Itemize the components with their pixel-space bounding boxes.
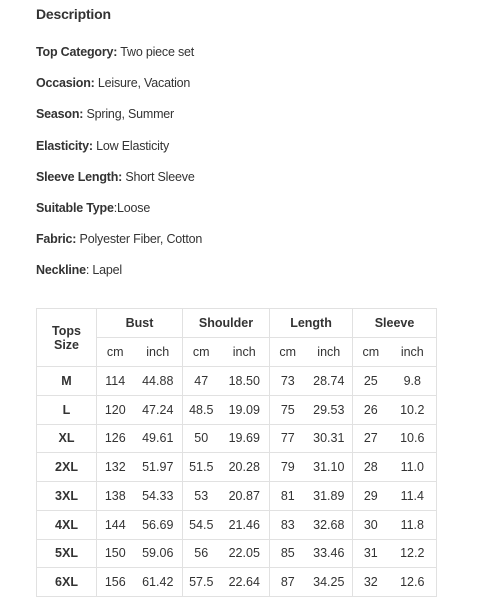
table-cell: 47 xyxy=(183,367,220,396)
table-cell: 81 xyxy=(270,482,306,511)
attribute-key: Neckline xyxy=(36,263,86,277)
table-cell: 87 xyxy=(270,568,306,597)
size-label: 6XL xyxy=(37,568,97,597)
table-cell: 30.31 xyxy=(306,424,353,453)
table-cell: 51.5 xyxy=(183,453,220,482)
table-cell: 144 xyxy=(97,510,134,539)
table-cell: 44.88 xyxy=(134,367,183,396)
unit-inch: inch xyxy=(134,338,183,367)
attribute-value: Low Elasticity xyxy=(92,139,170,153)
table-cell: 75 xyxy=(270,395,306,424)
table-cell: 10.2 xyxy=(389,395,437,424)
table-cell: 20.28 xyxy=(220,453,270,482)
attribute-value: Polyester Fiber, Cotton xyxy=(76,232,203,246)
attribute-value: Leisure, Vacation xyxy=(94,76,191,90)
size-header-line-2: Size xyxy=(53,337,79,352)
table-cell: 73 xyxy=(270,367,306,396)
attribute-key: Elasticity: xyxy=(36,139,93,153)
size-label: M xyxy=(37,367,97,396)
table-row xyxy=(37,482,437,511)
table-row xyxy=(37,367,437,396)
table-cell: 79 xyxy=(270,453,306,482)
size-label: 5XL xyxy=(37,539,97,568)
attribute-value: :Loose xyxy=(113,201,151,215)
table-cell: 12.2 xyxy=(389,539,437,568)
table-cell: 56.69 xyxy=(134,510,183,539)
table-cell: 11.8 xyxy=(389,510,437,539)
table-cell: 20.87 xyxy=(220,482,270,511)
attribute-key: Suitable Type xyxy=(36,201,114,215)
table-cell: 31 xyxy=(353,539,389,568)
table-row xyxy=(37,424,437,453)
table-cell: 48.5 xyxy=(183,395,220,424)
table-cell: 150 xyxy=(97,539,134,568)
table-cell: 19.09 xyxy=(220,395,270,424)
unit-cm: cm xyxy=(183,338,220,367)
table-cell: 32.68 xyxy=(306,510,353,539)
table-cell: 50 xyxy=(183,424,220,453)
table-cell: 53 xyxy=(183,482,220,511)
table-cell: 25 xyxy=(353,367,389,396)
table-cell: 61.42 xyxy=(134,568,183,597)
attribute-suitable-type xyxy=(36,201,150,215)
size-label: 2XL xyxy=(37,453,97,482)
table-cell: 12.6 xyxy=(389,568,437,597)
table-row xyxy=(37,395,437,424)
attribute-sleeve-length xyxy=(36,170,195,184)
table-cell: 31.89 xyxy=(306,482,353,511)
table-cell: 21.46 xyxy=(220,510,270,539)
attribute-season xyxy=(36,107,174,121)
table-cell: 47.24 xyxy=(134,395,183,424)
unit-cm: cm xyxy=(97,338,134,367)
table-cell: 138 xyxy=(97,482,134,511)
attribute-value: Two piece set xyxy=(117,45,195,59)
table-cell: 19.69 xyxy=(220,424,270,453)
table-cell: 120 xyxy=(97,395,134,424)
table-cell: 33.46 xyxy=(306,539,353,568)
table-cell: 54.33 xyxy=(134,482,183,511)
attribute-key: Occasion: xyxy=(36,76,95,90)
size-chart-table xyxy=(36,308,437,597)
header-row-groups xyxy=(37,309,437,338)
size-rows xyxy=(37,367,437,597)
table-cell: 83 xyxy=(270,510,306,539)
attribute-value: Spring, Summer xyxy=(83,107,175,121)
table-cell: 11.0 xyxy=(389,453,437,482)
table-cell: 85 xyxy=(270,539,306,568)
table-cell: 32 xyxy=(353,568,389,597)
table-cell: 156 xyxy=(97,568,134,597)
group-header-length: Length xyxy=(270,309,353,338)
attribute-top-category xyxy=(36,45,194,59)
description-title: Description xyxy=(36,6,111,22)
attribute-occasion xyxy=(36,76,190,90)
attribute-value: Short Sleeve xyxy=(122,170,195,184)
table-row xyxy=(37,510,437,539)
unit-inch: inch xyxy=(306,338,353,367)
unit-inch: inch xyxy=(220,338,270,367)
size-label: XL xyxy=(37,424,97,453)
table-cell: 114 xyxy=(97,367,134,396)
group-header-shoulder: Shoulder xyxy=(183,309,270,338)
table-cell: 28 xyxy=(353,453,389,482)
size-label: 4XL xyxy=(37,510,97,539)
table-cell: 30 xyxy=(353,510,389,539)
table-cell: 11.4 xyxy=(389,482,437,511)
table-row xyxy=(37,539,437,568)
table-cell: 51.97 xyxy=(134,453,183,482)
attribute-key: Season: xyxy=(36,107,84,121)
attribute-key: Sleeve Length: xyxy=(36,170,123,184)
table-cell: 29.53 xyxy=(306,395,353,424)
table-cell: 34.25 xyxy=(306,568,353,597)
table-row xyxy=(37,453,437,482)
table-cell: 28.74 xyxy=(306,367,353,396)
table-cell: 18.50 xyxy=(220,367,270,396)
table-cell: 26 xyxy=(353,395,389,424)
table-cell: 27 xyxy=(353,424,389,453)
size-column-header xyxy=(37,309,97,367)
size-label: 3XL xyxy=(37,482,97,511)
header-row-units xyxy=(37,338,437,367)
attribute-elasticity xyxy=(36,139,169,153)
table-cell: 54.5 xyxy=(183,510,220,539)
table-cell: 126 xyxy=(97,424,134,453)
table-cell: 57.5 xyxy=(183,568,220,597)
table-cell: 77 xyxy=(270,424,306,453)
size-header-line-1: Tops xyxy=(52,323,81,338)
attribute-key: Fabric: xyxy=(36,232,77,246)
attribute-fabric xyxy=(36,232,202,246)
attribute-value: : Lapel xyxy=(85,263,122,277)
table-cell: 56 xyxy=(183,539,220,568)
group-header-sleeve: Sleeve xyxy=(353,309,437,338)
table-cell: 49.61 xyxy=(134,424,183,453)
table-cell: 132 xyxy=(97,453,134,482)
table-cell: 9.8 xyxy=(389,367,437,396)
table-cell: 22.05 xyxy=(220,539,270,568)
group-header-bust: Bust xyxy=(97,309,183,338)
attribute-key: Top Category: xyxy=(36,45,118,59)
unit-inch: inch xyxy=(389,338,437,367)
size-label: L xyxy=(37,395,97,424)
table-row xyxy=(37,568,437,597)
unit-cm: cm xyxy=(353,338,389,367)
table-cell: 31.10 xyxy=(306,453,353,482)
unit-cm: cm xyxy=(270,338,306,367)
table-cell: 10.6 xyxy=(389,424,437,453)
table-cell: 29 xyxy=(353,482,389,511)
attribute-neckline xyxy=(36,263,122,277)
table-cell: 59.06 xyxy=(134,539,183,568)
table-cell: 22.64 xyxy=(220,568,270,597)
